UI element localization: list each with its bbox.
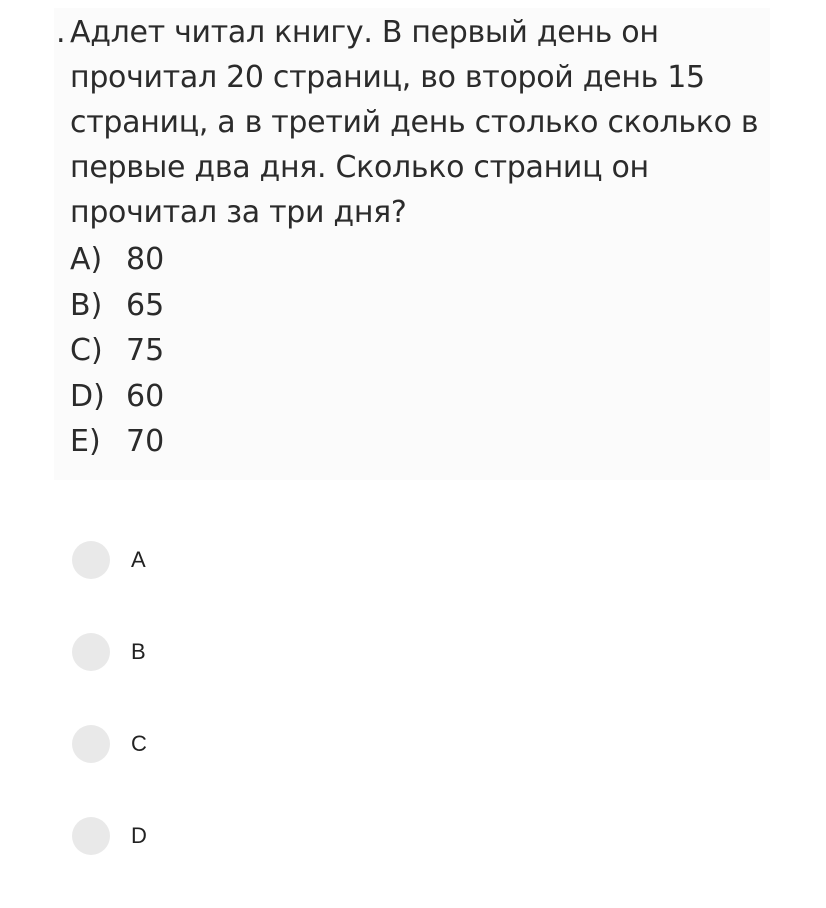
- answer-option-a[interactable]: [72, 540, 147, 580]
- question-option-value: 65: [126, 287, 165, 323]
- question-option: [70, 283, 164, 329]
- question-lead-dot: .: [56, 15, 66, 50]
- answer-choices: [72, 540, 147, 908]
- answer-label-d: D: [131, 823, 147, 848]
- radio-button-b[interactable]: [72, 633, 110, 671]
- question-option-value: 80: [126, 242, 165, 277]
- question-option: [70, 419, 164, 465]
- question-option-value: 60: [126, 378, 165, 414]
- question-option: [70, 237, 164, 283]
- answer-label-a: A: [131, 547, 146, 572]
- question-option-letter: D): [70, 378, 105, 414]
- question-option: [70, 374, 164, 420]
- answer-option-b[interactable]: [72, 632, 147, 672]
- answer-label-c: C: [131, 731, 147, 756]
- question-option: [70, 328, 164, 374]
- answer-option-c[interactable]: [72, 724, 147, 764]
- question-option-value: 75: [126, 333, 165, 368]
- question-text: Адлет читал книгу. В первый день он прочитал 20 страниц, во второй день 15 страниц, а в третий день столько сколько в первые два дня. Сколько страниц он прочитал за три дня?: [70, 15, 759, 230]
- radio-button-c[interactable]: [72, 725, 110, 763]
- question-option-letter: A): [70, 242, 103, 277]
- question-text-block: [56, 10, 766, 235]
- answer-label-b: B: [131, 639, 146, 664]
- question-option-letter: B): [70, 287, 103, 323]
- question-image: [54, 8, 770, 480]
- answer-option-d[interactable]: [72, 816, 147, 856]
- question-option-letter: E): [70, 424, 101, 459]
- question-option-letter: C): [70, 333, 103, 368]
- radio-button-a[interactable]: [72, 541, 110, 579]
- question-options-list: [70, 237, 164, 465]
- question-option-value: 70: [126, 424, 165, 459]
- radio-button-d[interactable]: [72, 817, 110, 855]
